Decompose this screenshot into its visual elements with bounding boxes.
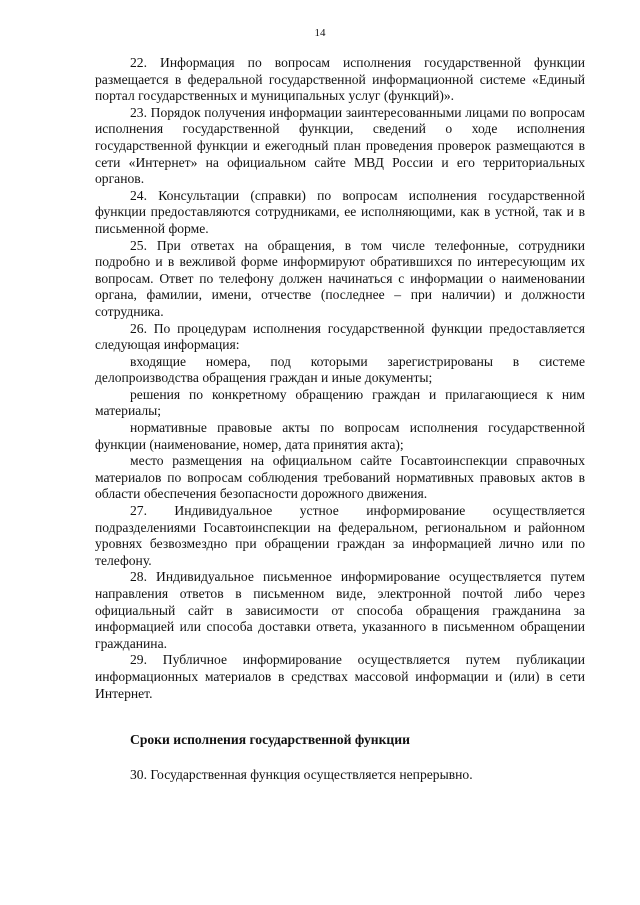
page-number: 14 — [314, 27, 326, 39]
paragraph-28: 28. Индивидуальное письменное информирование осуществляется путем направления ответов в письменном виде, электронной почтой либо через официальный сайт в зависимости от способа обращения гражданина за информацией или способа доставки ответа, указанного в письменном обращении гражданина. — [95, 569, 585, 651]
document-body — [95, 55, 585, 783]
list-item-normative-acts: нормативные правовые акты по вопросам исполнения государственной функции (наименование, номер, дата принятия акта); — [95, 420, 585, 452]
paragraph-24: 24. Консультации (справки) по вопросам исполнения государственной функции предоставляются сотрудниками, ее исполняющими, как в устной, так и в письменной форме. — [95, 187, 585, 236]
paragraph-29: 29. Публичное информирование осуществляется путем публикации информационных материалов в средствах массовой информации и (или) в сети Интернет. — [95, 652, 585, 701]
paragraph-27: 27. Индивидуальное устное информирование осуществляется подразделениями Госавтоинспекции на федеральном, региональном и районном уровнях безвозмездно при обращении граждан за информацией лично или по телефону. — [95, 503, 585, 568]
list-item-incoming-numbers: входящие номера, под которыми зарегистрированы в системе делопроизводства обращения граждан и иные документы; — [95, 353, 585, 386]
paragraph-30: 30. Государственная функция осуществляется непрерывно. — [130, 766, 473, 782]
paragraph-22: 22. Информация по вопросам исполнения государственной функции размещается в федеральной государственной информационной системе «Единый портал государственных и муниципальных услуг (функций)». — [95, 55, 585, 104]
list-item-reference-materials: место размещения на официальном сайте Госавтоинспекции справочных материалов по вопросам соблюдения требований нормативных правовых актов в области обеспечения безопасности дорожного движения. — [95, 453, 585, 502]
list-item-decisions: решения по конкретному обращению граждан и прилагающиеся к ним материалы; — [95, 386, 585, 419]
paragraph-25: 25. При ответах на обращения, в том числе телефонные, сотрудники подробно и в вежливой форме информируют обратившихся по интересующим их вопросам. Ответ по телефону должен начинаться с информации о наименовании органа, фамилии, имени, отчестве (последнее – при наличии) и должности сотрудника. — [95, 237, 585, 319]
paragraph-26: 26. По процедурам исполнения государственной функции предоставляется следующая информация: — [95, 320, 585, 353]
section-heading: Сроки исполнения государственной функции — [130, 732, 410, 748]
paragraph-23: 23. Порядок получения информации заинтересованными лицами по вопросам исполнения государственной функции, сведений о ходе исполнения государственной функции и ежегодный план проведения проверок размещаются в сети «Интернет» на официальном сайте МВД России и его территориальных органов. — [95, 104, 585, 187]
